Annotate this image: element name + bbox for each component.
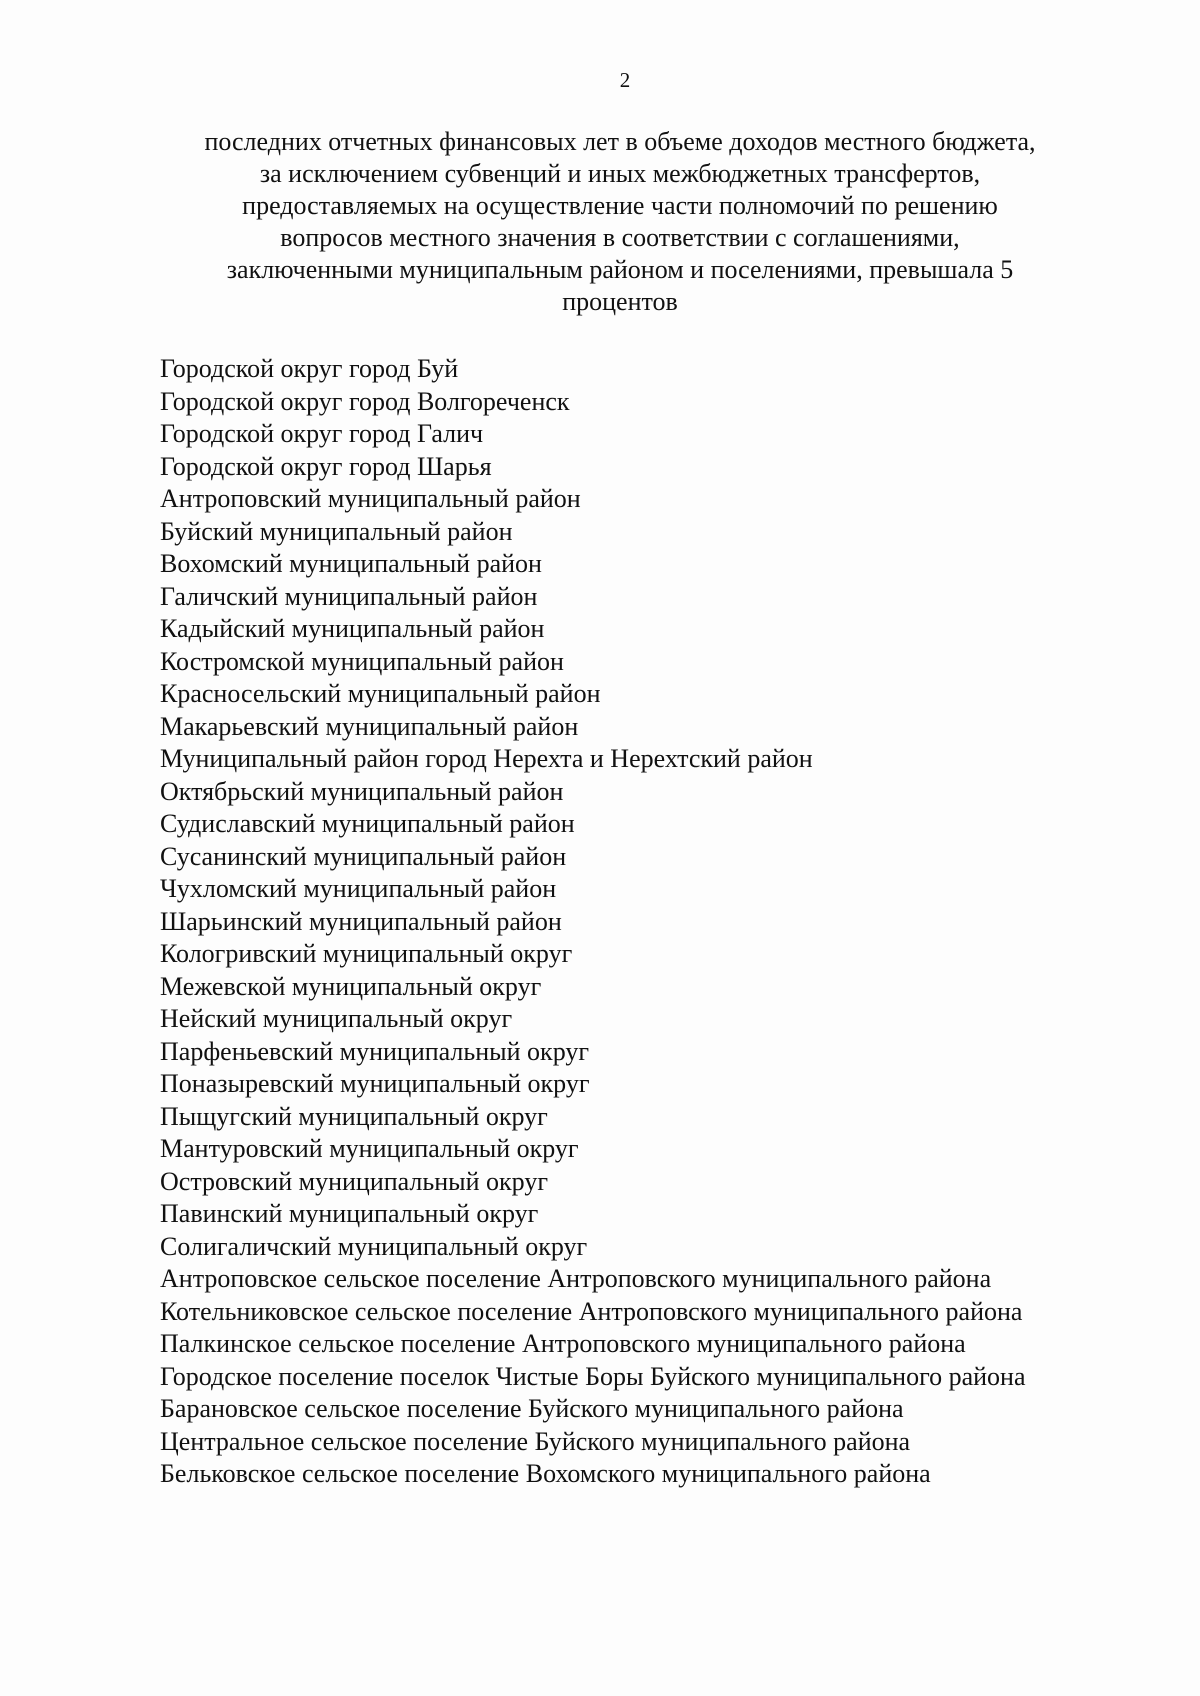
- list-item: Барановское сельское поселение Буйского муниципального района: [160, 1394, 904, 1423]
- heading-line: заключенными муниципальным районом и поселениями, превышала 5: [226, 255, 1014, 284]
- list-item: Центральное сельское поселение Буйского муниципального района: [160, 1426, 911, 1456]
- list-item: Антроповский муниципальный район: [160, 484, 581, 513]
- list-item: Октябрьский муниципальный район: [160, 776, 564, 806]
- list-item: Городской округ город Буй: [160, 354, 459, 383]
- heading-line: предоставляемых на осуществление части полномочий по решению: [242, 191, 998, 220]
- paragraph-heading: [150, 126, 1090, 318]
- list-item: Городской округ город Волгореченск: [160, 386, 570, 416]
- list-item: Парфеньевский муниципальный округ: [160, 1036, 590, 1066]
- list-item: Нейский муниципальный округ: [160, 1004, 513, 1033]
- list-item: Шарьинский муниципальный район: [160, 906, 562, 936]
- list-item: Городской округ город Галич: [160, 419, 484, 448]
- list-item: Поназыревский муниципальный округ: [160, 1069, 590, 1098]
- list-item: Палкинское сельское поселение Антроповского муниципального района: [160, 1329, 966, 1358]
- list-item: Межевской муниципальный округ: [160, 971, 542, 1001]
- list-item: Сусанинский муниципальный район: [160, 841, 567, 871]
- list-item: Антроповское сельское поселение Антроповского муниципального района: [160, 1264, 992, 1293]
- list-item: Котельниковское сельское поселение Антроповского муниципального района: [160, 1296, 1023, 1326]
- heading-line: последних отчетных финансовых лет в объеме доходов местного бюджета,: [204, 127, 1036, 156]
- list-item: Бельковское сельское поселение Вохомского муниципального района: [160, 1459, 931, 1488]
- heading-line: процентов: [562, 287, 678, 316]
- list-item: Буйский муниципальный район: [160, 516, 513, 546]
- page-number: 2: [619, 68, 631, 92]
- list-item: Островский муниципальный округ: [160, 1166, 548, 1196]
- list-item: Павинский муниципальный округ: [160, 1199, 539, 1228]
- list-item: Городской округ город Шарья: [160, 451, 492, 481]
- list-item: Красносельский муниципальный район: [160, 679, 601, 708]
- list-item: Галичский муниципальный район: [160, 581, 538, 611]
- list-item: Мантуровский муниципальный округ: [160, 1134, 579, 1163]
- list-item: Кадыйский муниципальный район: [160, 614, 545, 643]
- list-item: Городское поселение поселок Чистые Боры Буйского муниципального района: [160, 1361, 1026, 1391]
- list-item: Макарьевский муниципальный район: [160, 711, 579, 741]
- list-item: Солигаличский муниципальный округ: [160, 1231, 588, 1261]
- list-item: Муниципальный район город Нерехта и Нерехтский район: [160, 744, 813, 773]
- list-item: Кологривский муниципальный округ: [160, 939, 573, 968]
- list-item: Вохомский муниципальный район: [160, 549, 542, 578]
- municipality-list: [160, 353, 1090, 1491]
- list-item: Судиславский муниципальный район: [160, 809, 575, 838]
- list-item: Костромской муниципальный район: [160, 646, 564, 676]
- heading-line: за исключением субвенций и иных межбюджетных трансфертов,: [259, 159, 981, 188]
- heading-line: вопросов местного значения в соответствии с соглашениями,: [280, 223, 960, 252]
- list-item: Пыщугский муниципальный округ: [160, 1101, 548, 1131]
- list-item: Чухломский муниципальный район: [160, 874, 557, 903]
